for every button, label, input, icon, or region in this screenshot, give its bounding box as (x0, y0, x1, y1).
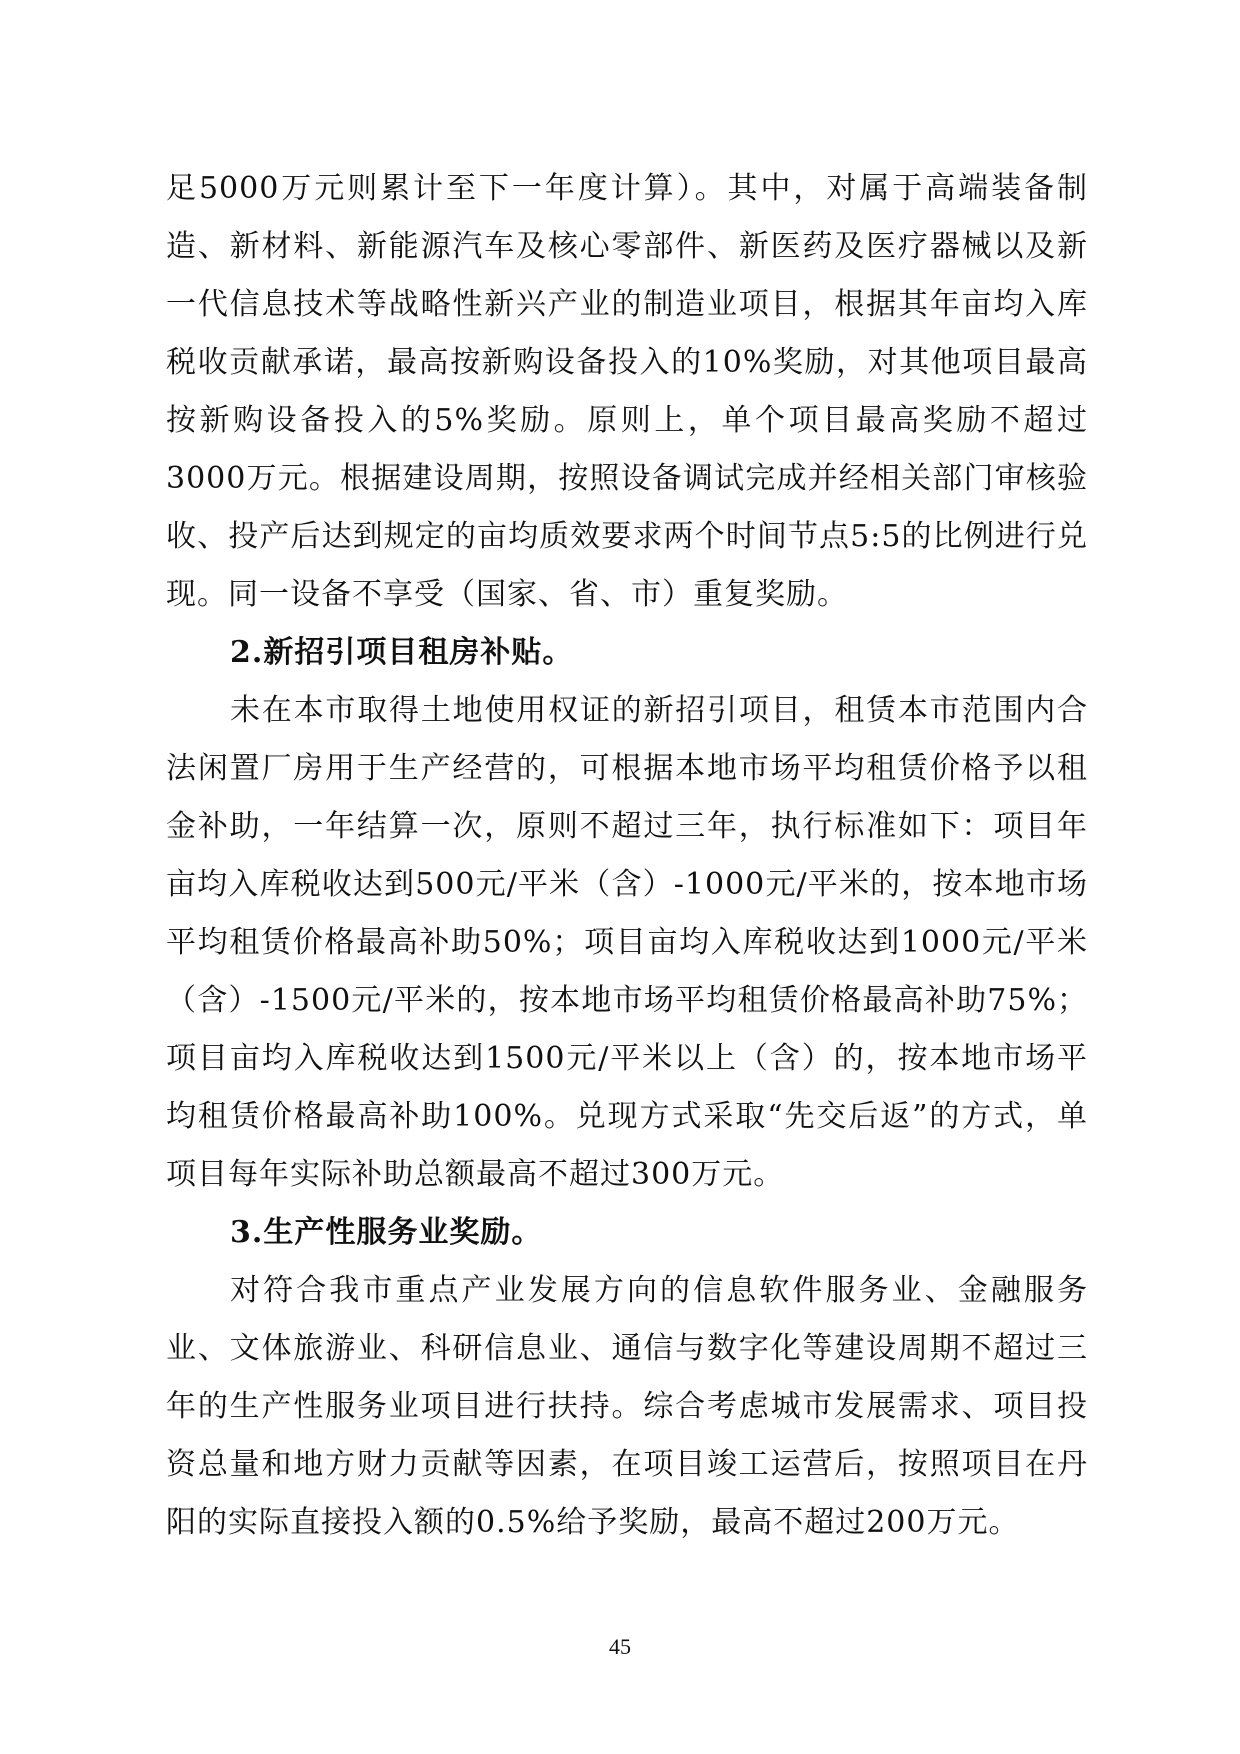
page-number: 45 (609, 1634, 631, 1659)
section-heading-service-reward: 3.生产性服务业奖励。 (230, 1215, 543, 1250)
paragraph-rent-subsidy: 未在本市取得土地使用权证的新招引项目，租赁本市范围内合法闲置厂房用于生产经营的，可根据本地市场平均租赁价格予以租金补助，一年结算一次，原则不超过三年，执行标准如下：项目年亩均入库税收达到500元/平米（含）-1000元/平米的，按本地市场平均租赁价格最高补助50%；项目亩均入库税收达到1000元/平米（含）-1500元/平米的，按本地市场平均租赁价格最高补助75%；项目亩均入库税收达到1500元/平米以上（含）的，按本地市场平均租赁价格最高补助100%。兑现方式采取“先交后返”的方式，单项目每年实际补助总额最高不超过300万元。 (166, 693, 1088, 1192)
paragraph-equipment-reward: 足5000万元则累计至下一年度计算）。其中，对属于高端装备制造、新材料、新能源汽车及核心零部件、新医药及医疗器械以及新一代信息技术等战略性新兴产业的制造业项目，根据其年亩均入库税收贡献承诺，最高按新购设备投入的10%奖励，对其他项目最高按新购设备投入的5%奖励。原则上，单个项目最高奖励不超过3000万元。根据建设周期，按照设备调试完成并经相关部门审核验收、投产后达到规定的亩均质效要求两个时间节点5:5的比例进行兑现。同一设备不享受（国家、省、市）重复奖励。 (166, 171, 1088, 612)
paragraph-service-reward: 对符合我市重点产业发展方向的信息软件服务业、金融服务业、文体旅游业、科研信息业、通信与数字化等建设周期不超过三年的生产性服务业项目进行扶持。综合考虑城市发展需求、项目投资总量和地方财力贡献等因素，在项目竣工运营后，按照项目在丹阳的实际直接投入额的0.5%给予奖励，最高不超过200万元。 (166, 1273, 1088, 1540)
section-heading-rent-subsidy: 2.新招引项目租房补贴。 (230, 635, 574, 670)
document-body (166, 160, 1088, 1552)
